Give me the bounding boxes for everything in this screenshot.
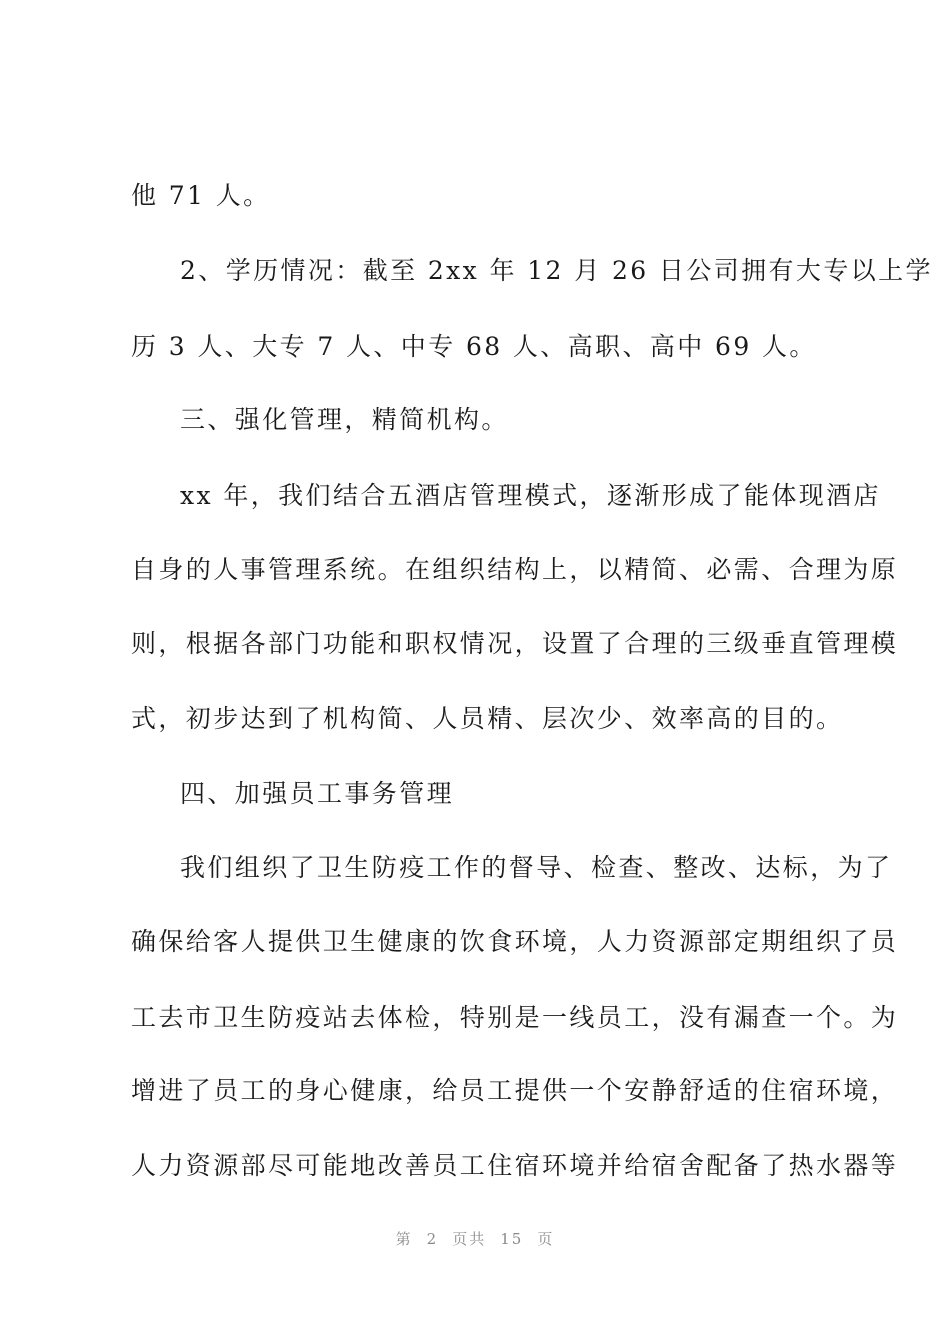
paragraph-line: 自身的人事管理系统。在组织结构上，以精简、必需、合理为原 bbox=[131, 555, 899, 584]
footer-suffix: 页 bbox=[537, 1230, 555, 1248]
paragraph-line: 我们组织了卫生防疫工作的督导、检查、整改、达标，为了 bbox=[180, 853, 893, 882]
paragraph-line: 式，初步达到了机构简、人员精、层次少、效率高的目的。 bbox=[131, 704, 844, 733]
paragraph-line: 工去市卫生防疫站去体检，特别是一线员工，没有漏查一个。为 bbox=[131, 1003, 899, 1032]
paragraph-line: 人力资源部尽可能地改善员工住宿环境并给宿舍配备了热水器等 bbox=[131, 1151, 899, 1180]
paragraph-line: 则，根据各部门功能和职权情况，设置了合理的三级垂直管理模 bbox=[131, 629, 899, 658]
paragraph-line: 增进了员工的身心健康，给员工提供一个安静舒适的住宿环境， bbox=[131, 1076, 899, 1105]
page-footer bbox=[0, 1228, 950, 1249]
footer-middle: 页共 bbox=[452, 1230, 487, 1248]
paragraph-line: 历 3 人、大专 7 人、中专 68 人、高职、高中 69 人。 bbox=[131, 332, 817, 361]
paragraph-line: 他 71 人。 bbox=[131, 181, 271, 210]
paragraph-line: xx 年，我们结合五酒店管理模式，逐渐形成了能体现酒店 bbox=[180, 481, 881, 510]
current-page-number: 2 bbox=[426, 1230, 439, 1248]
section-heading: 四、加强员工事务管理 bbox=[180, 779, 455, 808]
total-pages-number: 15 bbox=[500, 1230, 524, 1248]
paragraph-line: 确保给客人提供卫生健康的饮食环境，人力资源部定期组织了员 bbox=[131, 927, 899, 956]
section-heading: 三、强化管理，精简机构。 bbox=[180, 405, 509, 434]
footer-prefix: 第 bbox=[395, 1230, 413, 1248]
paragraph-line: 2、学历情况：截至 2xx 年 12 月 26 日公司拥有大专以上学 bbox=[180, 256, 933, 285]
